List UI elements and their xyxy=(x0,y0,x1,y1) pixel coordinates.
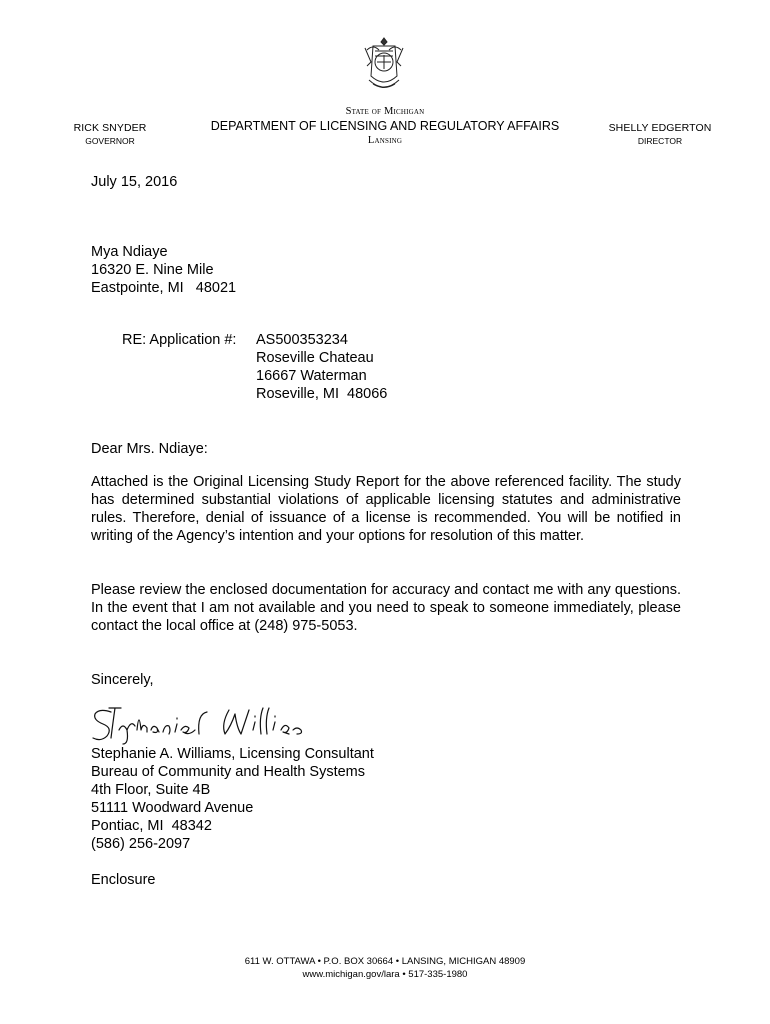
re-details xyxy=(256,331,387,403)
department-city: Lansing xyxy=(367,135,403,146)
closing: Sincerely, xyxy=(91,672,154,688)
footer-web-phone: www.michigan.gov/lara • 517-335-1980 xyxy=(302,969,468,980)
salutation: Dear Mrs. Ndiaye: xyxy=(91,441,208,457)
department-header xyxy=(185,106,585,146)
recipient-city: Eastpointe, MI 48021 xyxy=(91,280,237,296)
footer-address-block xyxy=(185,955,585,981)
governor-name: RICK SNYDER xyxy=(73,122,147,134)
facility-name: Roseville Chateau xyxy=(256,350,374,366)
facility-street: 16667 Waterman xyxy=(256,368,367,384)
signer-floor-suite: 4th Floor, Suite 4B xyxy=(91,782,211,798)
governor-title: GOVERNOR xyxy=(85,136,135,146)
footer-address: 611 W. OTTAWA • P.O. BOX 30664 • LANSING, MICHIGAN 48909 xyxy=(244,956,526,967)
signer-street: 51111 Woodward Avenue xyxy=(91,800,254,816)
signer-name-title: Stephanie A. Williams, Licensing Consultant xyxy=(91,746,374,762)
state-name: State of Michigan xyxy=(345,106,425,117)
body-paragraph-1: Attached is the Original Licensing Study Report for the above referenced facility. The study has determined substantial violations of applicable licensing statutes and administrative rules. Therefore, denial of issuance of a license is recommended. You will be notified in writing of the Agency’s intention and your options for resolution of this matter. xyxy=(91,474,681,544)
recipient-street: 16320 E. Nine Mile xyxy=(91,262,214,278)
letter-date: July 15, 2016 xyxy=(91,174,178,190)
application-number: AS500353234 xyxy=(256,332,348,348)
governor-block xyxy=(54,122,166,146)
director-block xyxy=(600,122,720,146)
signer-phone: (586) 256-2097 xyxy=(91,836,191,852)
body-paragraph-2: Please review the enclosed documentation for accuracy and contact me with any questions. In the event that I am not available and you need to speak to someone immediately, please contact the local office at (248) 975-5053. xyxy=(91,582,681,634)
director-name: SHELLY EDGERTON xyxy=(608,122,712,134)
recipient-name: Mya Ndiaye xyxy=(91,244,168,260)
michigan-state-seal-icon xyxy=(359,36,409,94)
handwritten-signature xyxy=(89,700,311,748)
signer-city: Pontiac, MI 48342 xyxy=(91,818,212,834)
re-label: RE: Application #: xyxy=(122,332,237,348)
director-title: DIRECTOR xyxy=(637,136,683,146)
department-name: DEPARTMENT OF LICENSING AND REGULATORY AFFAIRS xyxy=(210,119,560,133)
recipient-address xyxy=(91,243,236,297)
signer-bureau: Bureau of Community and Health Systems xyxy=(91,764,366,780)
enclosure-note: Enclosure xyxy=(91,872,156,888)
facility-city: Roseville, MI 48066 xyxy=(256,386,388,402)
signature-block xyxy=(91,745,374,853)
